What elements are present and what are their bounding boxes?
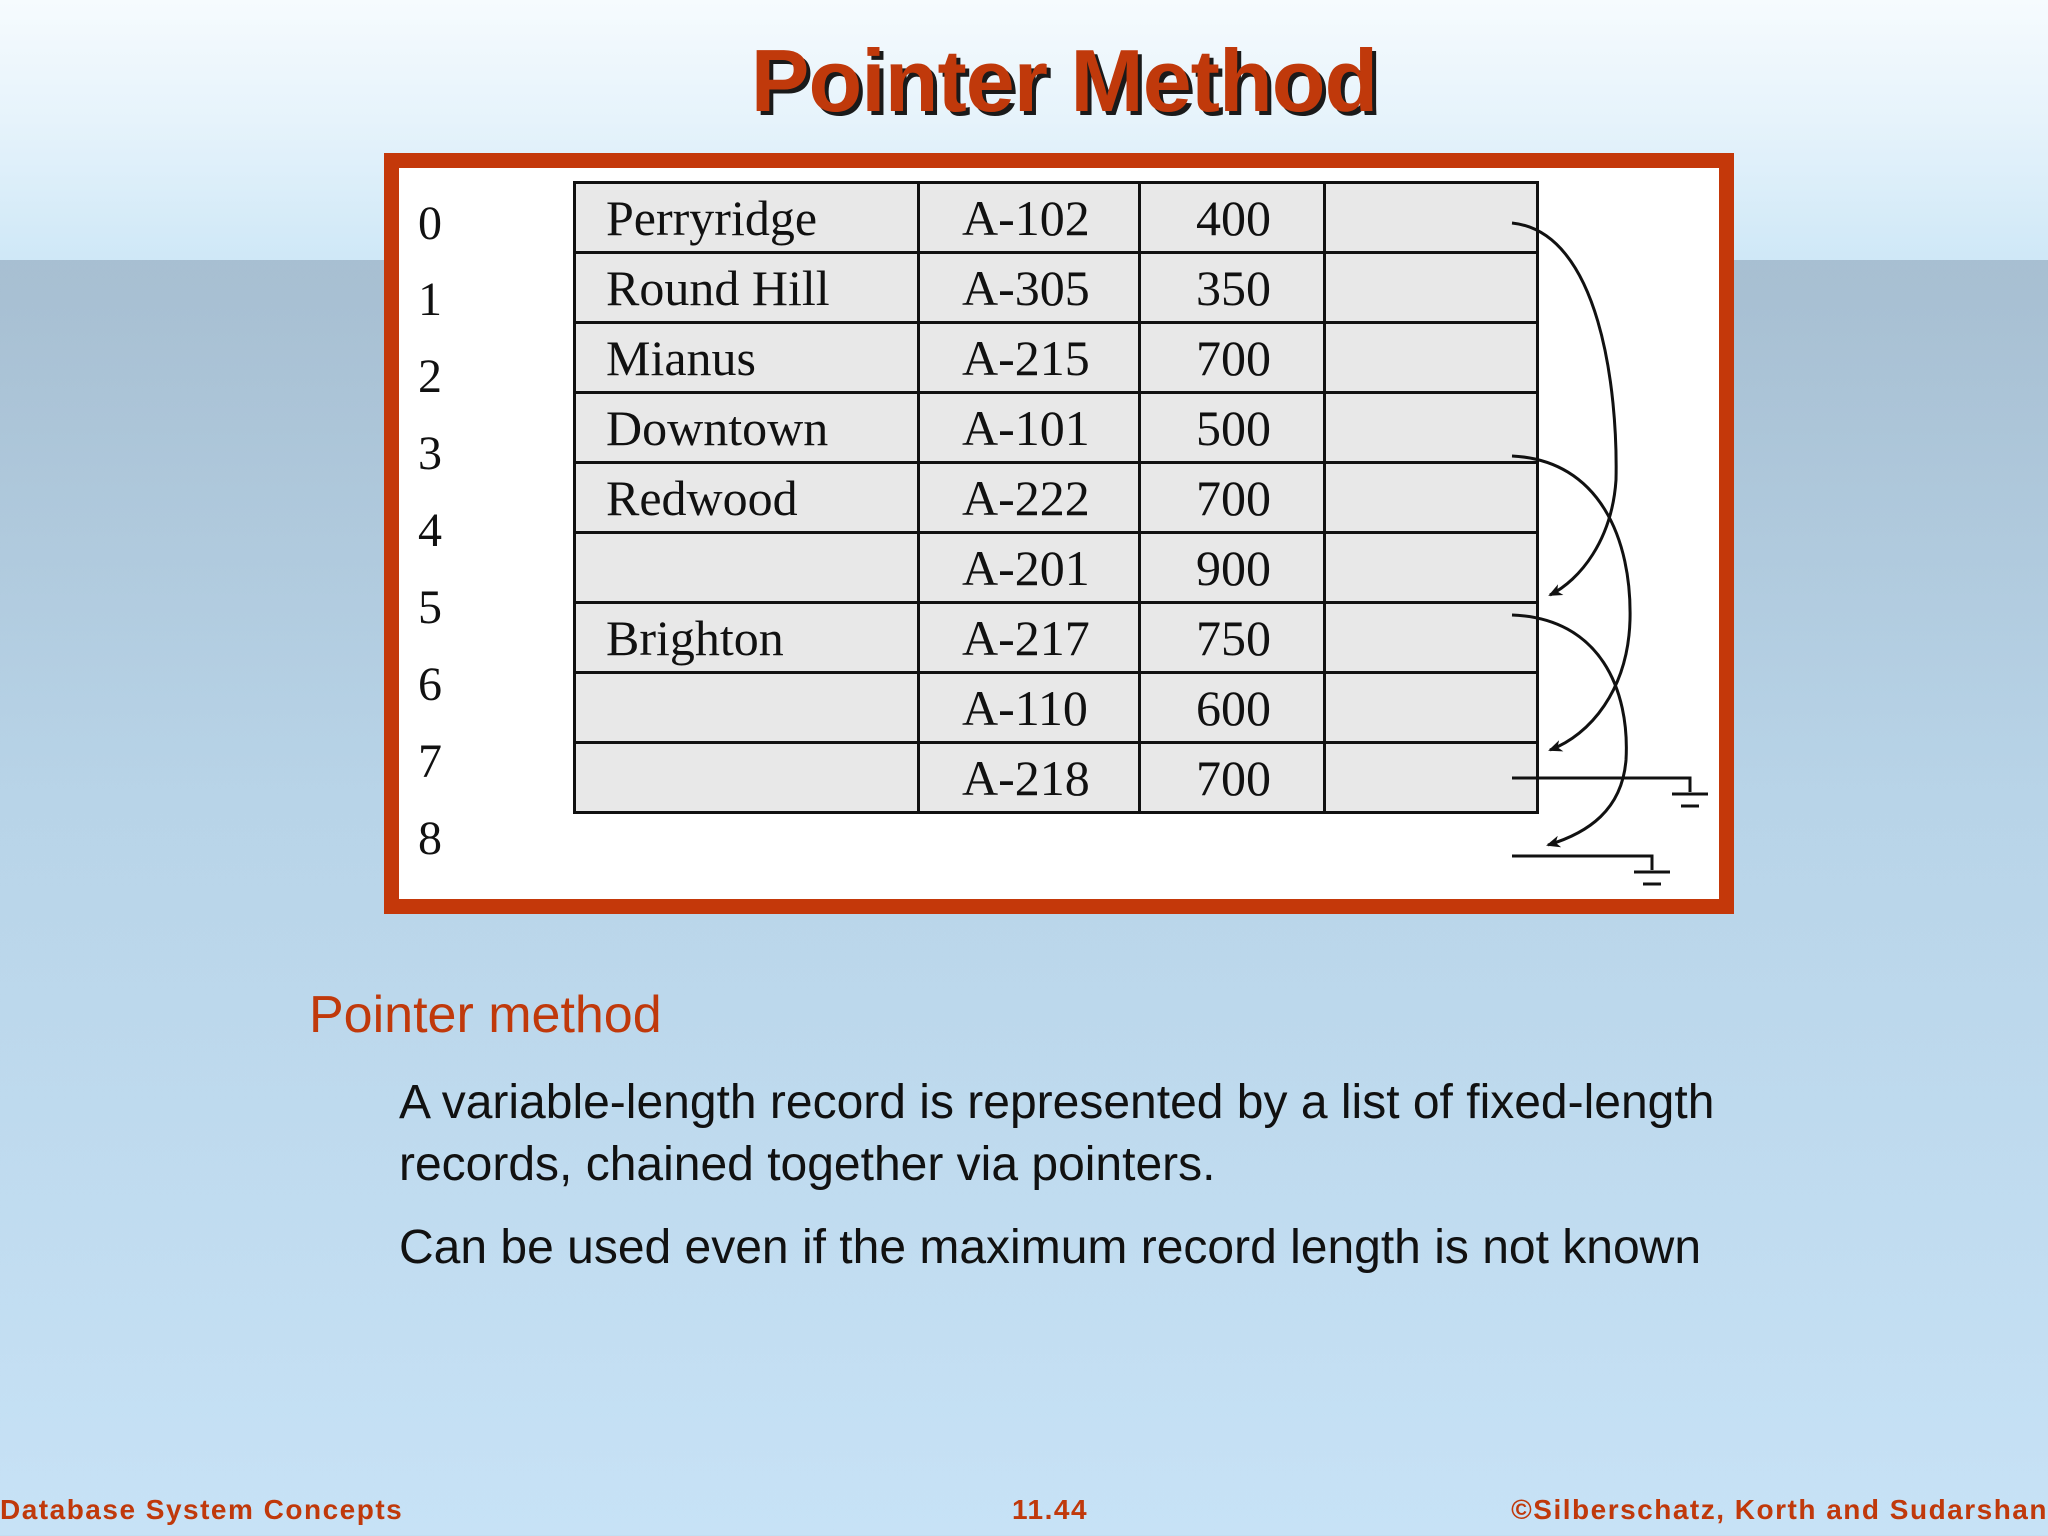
branch-cell	[575, 673, 919, 743]
row-index: 6	[418, 658, 442, 711]
branch-cell: Brighton	[575, 603, 919, 673]
record-row	[575, 743, 1538, 813]
record-row	[575, 463, 1538, 533]
slide-title: Pointer Method	[750, 31, 1378, 130]
balance-cell: 600	[1140, 673, 1325, 743]
body-paragraph: A variable-length record is represented by a list of fixed-length records, chained together via pointers.	[399, 1076, 1715, 1191]
record-row	[575, 393, 1538, 463]
record-row	[575, 533, 1538, 603]
branch-cell: Perryridge	[575, 183, 919, 253]
row-index: 2	[418, 350, 442, 403]
pointer-cell	[1325, 393, 1538, 463]
pointer-cell	[1325, 743, 1538, 813]
branch-cell	[575, 533, 919, 603]
row-index: 5	[418, 581, 442, 634]
record-row	[575, 323, 1538, 393]
record-table	[573, 181, 1539, 814]
pointer-cell	[1325, 533, 1538, 603]
branch-cell: Redwood	[575, 463, 919, 533]
pointer-cell	[1325, 253, 1538, 323]
branch-cell: Round Hill	[575, 253, 919, 323]
balance-cell: 700	[1140, 463, 1325, 533]
branch-cell: Downtown	[575, 393, 919, 463]
account-cell: A-222	[919, 463, 1140, 533]
pointer-cell	[1325, 323, 1538, 393]
account-cell: A-305	[919, 253, 1140, 323]
footer-page-number: 11.44	[1012, 1494, 1089, 1525]
balance-cell: 700	[1140, 323, 1325, 393]
account-cell: A-102	[919, 183, 1140, 253]
row-index: 4	[418, 504, 442, 557]
balance-cell: 900	[1140, 533, 1325, 603]
account-cell: A-215	[919, 323, 1140, 393]
row-index: 8	[418, 812, 442, 865]
body-paragraph: Can be used even if the maximum record length is not known	[399, 1221, 1702, 1274]
balance-cell: 350	[1140, 253, 1325, 323]
row-index: 3	[418, 427, 442, 480]
record-row	[575, 183, 1538, 253]
pointer-cell	[1325, 183, 1538, 253]
row-index: 0	[418, 197, 442, 250]
account-cell: A-201	[919, 533, 1140, 603]
pointer-cell	[1325, 463, 1538, 533]
pointer-cell	[1325, 673, 1538, 743]
footer-left: Database System Concepts	[0, 1494, 404, 1525]
row-index: 1	[418, 273, 442, 326]
branch-cell	[575, 743, 919, 813]
account-cell: A-218	[919, 743, 1140, 813]
balance-cell: 750	[1140, 603, 1325, 673]
balance-cell: 400	[1140, 183, 1325, 253]
account-cell: A-101	[919, 393, 1140, 463]
row-index: 7	[418, 735, 442, 788]
record-row	[575, 673, 1538, 743]
record-row	[575, 603, 1538, 673]
branch-cell: Mianus	[575, 323, 919, 393]
pointer-cell	[1325, 603, 1538, 673]
balance-cell: 700	[1140, 743, 1325, 813]
section-heading: Pointer method	[309, 986, 662, 1044]
footer-copyright: ©Silberschatz, Korth and Sudarshan	[1511, 1494, 2048, 1525]
record-row	[575, 253, 1538, 323]
account-cell: A-110	[919, 673, 1140, 743]
account-cell: A-217	[919, 603, 1140, 673]
balance-cell: 500	[1140, 393, 1325, 463]
